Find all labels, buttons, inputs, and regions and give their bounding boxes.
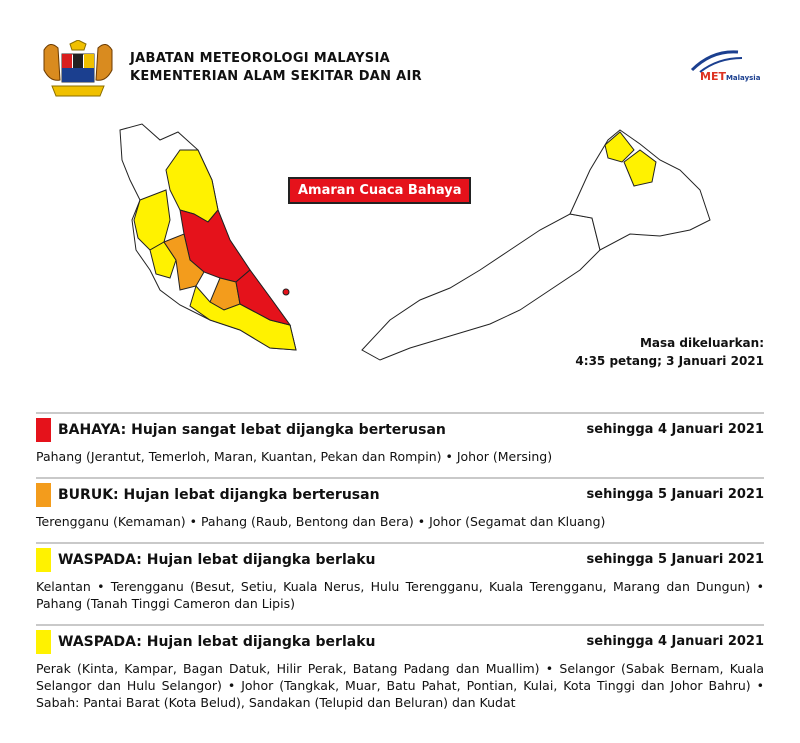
issued-label: Masa dikeluarkan: [639, 336, 764, 350]
warning-section-waspada-1 [36, 542, 764, 612]
organization-name [130, 50, 422, 86]
level-name: BURUK [58, 487, 114, 503]
metmalaysia-logo [682, 48, 766, 88]
met-logo-text [700, 70, 760, 83]
level-name: BAHAYA [58, 422, 121, 438]
level-title [58, 634, 375, 650]
coat-of-arms-logo [36, 40, 120, 102]
met-logo-sub: Malaysia [725, 74, 761, 82]
affected-areas: Terengganu (Kemaman) • Pahang (Raub, Bentong dan Bera) • Johor (Segamat dan Kluang) [36, 514, 606, 529]
warning-header [36, 626, 764, 654]
level-desc: : Hujan lebat dijangka berlaku [136, 552, 376, 568]
valid-until: sehingga 4 Januari 2021 [586, 634, 764, 649]
issued-value: 4:35 petang; 3 Januari 2021 [575, 354, 764, 368]
level-title [58, 552, 375, 568]
level-name: WASPADA [58, 552, 137, 568]
valid-until: sehingga 5 Januari 2021 [586, 552, 764, 567]
warning-section-waspada-2 [36, 624, 764, 711]
warning-header [36, 414, 764, 442]
warning-section-bahaya [36, 412, 764, 465]
org-line-1: JABATAN METEOROLOGI MALAYSIA [130, 51, 390, 66]
level-swatch [36, 418, 51, 442]
page-header [36, 40, 766, 104]
org-line-2: KEMENTERIAN ALAM SEKITAR DAN AIR [130, 69, 422, 84]
peninsular-map [120, 124, 296, 350]
met-logo-main: MET [700, 70, 726, 83]
level-swatch [36, 548, 51, 572]
level-desc: : Hujan sangat lebat dijangka berterusan [120, 422, 446, 438]
affected-areas: Pahang (Jerantut, Temerloh, Maran, Kuantan, Pekan dan Rompin) • Johor (Mersing) [36, 449, 553, 464]
warning-section-buruk [36, 477, 764, 530]
level-title [58, 422, 446, 438]
level-title [58, 487, 380, 503]
warning-header [36, 479, 764, 507]
level-swatch [36, 483, 51, 507]
warning-header [36, 544, 764, 572]
map-title-badge: Amaran Cuaca Bahaya [288, 177, 471, 204]
affected-areas: Kelantan • Terengganu (Besut, Setiu, Kuala Nerus, Hulu Terengganu, Kuala Terengganu, Marang dan Dungun) • Pahang (Tanah Tinggi Cameron dan Lipis) [36, 579, 764, 611]
island-dot [283, 289, 289, 295]
affected-areas: Perak (Kinta, Kampar, Bagan Datuk, Hilir Perak, Batang Padang dan Muallim) • Selangor (Sabak Bernam, Kuala Selangor dan Hulu Selangor) • Johor (Tangkak, Muar, Batu Pahat, Pontian, Kulai, Kota Tinggi dan Johor Bahru) • Sabah: Pantai Barat (Kota Belud), Sandakan (Telupid dan Beluran) dan Kudat [36, 661, 764, 710]
valid-until: sehingga 5 Januari 2021 [586, 487, 764, 502]
level-swatch [36, 630, 51, 654]
level-desc: : Hujan lebat dijangka berterusan [113, 487, 380, 503]
level-name: WASPADA [58, 634, 137, 650]
issued-time [575, 334, 764, 370]
valid-until: sehingga 4 Januari 2021 [586, 422, 764, 437]
level-desc: : Hujan lebat dijangka berlaku [136, 634, 376, 650]
borneo-map [362, 130, 710, 360]
sarawak-outline [362, 214, 600, 360]
